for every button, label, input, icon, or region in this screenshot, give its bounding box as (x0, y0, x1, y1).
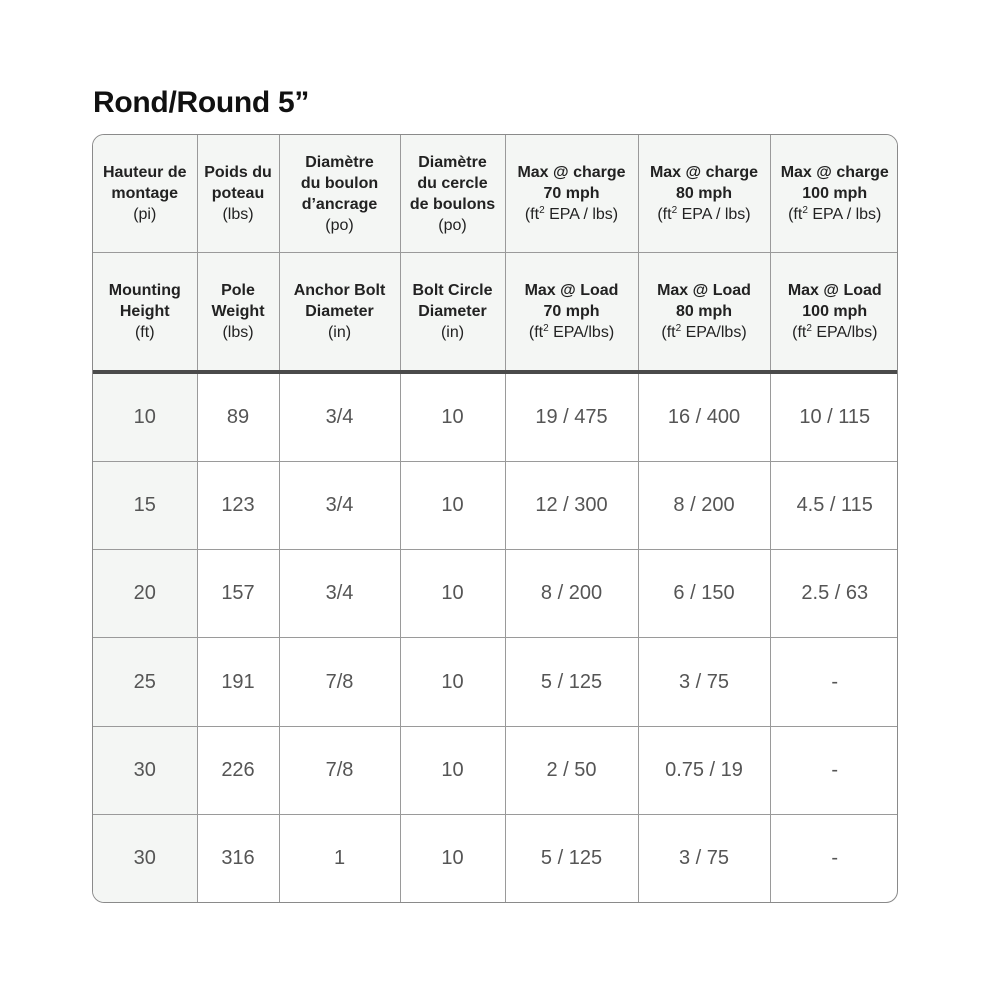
page-title: Rond/Round 5” (93, 86, 310, 119)
table-cell: 5 / 125 (505, 814, 638, 902)
column-header-unit (508, 204, 636, 225)
unit-text: (ft (657, 206, 672, 223)
unit-text: (ft (792, 324, 807, 341)
table-cell: 157 (197, 550, 279, 638)
table-cell: 10 / 115 (770, 372, 898, 462)
table-body (93, 372, 898, 902)
column-header-fr-0 (93, 135, 197, 253)
table-cell: 191 (197, 638, 279, 726)
specs-table-container (92, 134, 898, 903)
column-header-label: Anchor Bolt (293, 282, 386, 299)
column-header-label: 80 mph (675, 185, 732, 202)
table-cell: 10 (400, 814, 505, 902)
table-cell: 226 (197, 726, 279, 814)
column-header-label: Height (119, 303, 170, 320)
unit-text: (ft (788, 206, 803, 223)
column-header-fr-1 (197, 135, 279, 253)
column-header-unit (641, 322, 768, 343)
unit-text: (ft (524, 206, 540, 223)
column-header-label: 80 mph (675, 303, 732, 320)
unit-text: EPA / lbs) (807, 206, 882, 223)
table-cell: 89 (197, 372, 279, 462)
table-cell: 10 (400, 462, 505, 550)
unit-text: EPA / lbs) (677, 206, 751, 223)
table-cell: 10 (400, 550, 505, 638)
table-row (93, 550, 898, 638)
column-header-en-6 (770, 253, 898, 373)
column-header-fr-4 (505, 135, 638, 253)
column-header-label: Max @ Load (524, 282, 619, 299)
unit-superscript: 2 (806, 323, 812, 334)
column-header-label: du cercle (417, 174, 488, 192)
table-cell: 2 / 50 (505, 726, 638, 814)
table-row (93, 638, 898, 726)
column-header-label: Max @ charge (649, 164, 759, 181)
table-cell: 3 / 75 (638, 814, 770, 902)
column-header-label: 70 mph (543, 303, 600, 320)
table-cell: 2.5 / 63 (770, 550, 898, 638)
column-header-label: de boulons (409, 195, 496, 213)
column-header-en-0 (93, 253, 197, 373)
table-cell: 8 / 200 (505, 550, 638, 638)
table-cell: 7/8 (279, 726, 400, 814)
table-cell: 3 / 75 (638, 638, 770, 726)
column-header-en-5 (638, 253, 770, 373)
column-header-label: Mounting (108, 282, 181, 299)
table-cell: - (770, 638, 898, 726)
table-cell: 6 / 150 (638, 550, 770, 638)
column-header-label: d’ancrage (301, 195, 378, 213)
table-row (93, 814, 898, 902)
column-header-unit: (in) (327, 324, 352, 341)
column-header-fr-5 (638, 135, 770, 253)
unit-superscript: 2 (671, 205, 678, 216)
column-header-unit: (po) (438, 216, 467, 234)
column-header-label: Bolt Circle (412, 282, 493, 299)
unit-superscript: 2 (675, 323, 682, 334)
unit-superscript: 2 (539, 205, 545, 216)
column-header-label: Diameter (305, 303, 374, 320)
table-cell: 7/8 (279, 638, 400, 726)
column-header-unit (508, 322, 636, 343)
column-header-unit (641, 204, 768, 225)
column-header-label: 100 mph (802, 185, 868, 202)
table-cell: 1 (279, 814, 400, 902)
table-cell: 25 (93, 638, 197, 726)
column-header-en-1 (197, 253, 279, 373)
unit-text: EPA/lbs) (681, 324, 747, 341)
table-header (93, 135, 898, 372)
unit-text: (ft (661, 324, 676, 341)
column-header-label: poteau (211, 185, 265, 202)
table-cell: 20 (93, 550, 197, 638)
table-cell: 5 / 125 (505, 638, 638, 726)
column-header-label: montage (111, 185, 179, 202)
table-cell: 123 (197, 462, 279, 550)
table-cell: 10 (400, 638, 505, 726)
column-header-en-4 (505, 253, 638, 373)
table-row (93, 462, 898, 550)
column-header-en-3 (400, 253, 505, 373)
table-cell: 4.5 / 115 (770, 462, 898, 550)
column-header-label: Max @ charge (780, 164, 889, 181)
unit-superscript: 2 (802, 205, 808, 216)
column-header-unit: (po) (325, 216, 354, 234)
column-header-unit (773, 322, 898, 343)
column-header-unit: (pi) (133, 206, 157, 223)
table-cell: 15 (93, 462, 197, 550)
table-cell: 30 (93, 814, 197, 902)
column-header-label: Diameter (418, 303, 487, 320)
column-header-label: Diamètre (418, 153, 487, 171)
table-row (93, 372, 898, 462)
column-header-label: Max @ Load (787, 282, 882, 299)
unit-text: (ft (528, 324, 544, 341)
unit-text: EPA/lbs) (548, 324, 615, 341)
column-header-en-2 (279, 253, 400, 373)
column-header-label: Poids du (204, 164, 272, 181)
column-header-label: Max @ Load (657, 282, 751, 299)
table-cell: 3/4 (279, 550, 400, 638)
column-header-label: Max @ charge (517, 164, 626, 181)
table-cell: 0.75 / 19 (638, 726, 770, 814)
column-header-label: du boulon (300, 174, 379, 192)
table-cell: 10 (93, 372, 197, 462)
unit-superscript: 2 (543, 323, 549, 334)
unit-text: EPA/lbs) (811, 324, 878, 341)
table-cell: 3/4 (279, 462, 400, 550)
table-cell: 10 (400, 726, 505, 814)
table-cell: 10 (400, 372, 505, 462)
table-row (93, 726, 898, 814)
table-cell: 3/4 (279, 372, 400, 462)
table-cell: 12 / 300 (505, 462, 638, 550)
header-row-french (93, 135, 898, 253)
column-header-label: Pole (221, 282, 255, 299)
column-header-fr-2 (279, 135, 400, 253)
column-header-label: Diamètre (305, 153, 374, 171)
column-header-fr-3 (400, 135, 505, 253)
specs-table (93, 135, 898, 902)
unit-text: EPA / lbs) (544, 206, 619, 223)
table-cell: 30 (93, 726, 197, 814)
column-header-unit: (lbs) (222, 206, 254, 223)
table-cell: 16 / 400 (638, 372, 770, 462)
table-cell: - (831, 846, 839, 869)
column-header-label: 70 mph (543, 185, 600, 202)
table-cell: - (770, 726, 898, 814)
column-header-unit: (in) (440, 324, 465, 341)
table-cell: 8 / 200 (638, 462, 770, 550)
column-header-label: Weight (211, 303, 265, 320)
table-cell: 19 / 475 (505, 372, 638, 462)
column-header-unit: (ft) (134, 324, 155, 341)
column-header-unit: (lbs) (222, 324, 254, 341)
header-row-english (93, 253, 898, 373)
column-header-fr-6 (770, 135, 898, 253)
table-cell: 316 (197, 814, 279, 902)
column-header-unit (773, 204, 898, 225)
column-header-label: 100 mph (802, 303, 868, 320)
column-header-label: Hauteur de (102, 164, 187, 181)
